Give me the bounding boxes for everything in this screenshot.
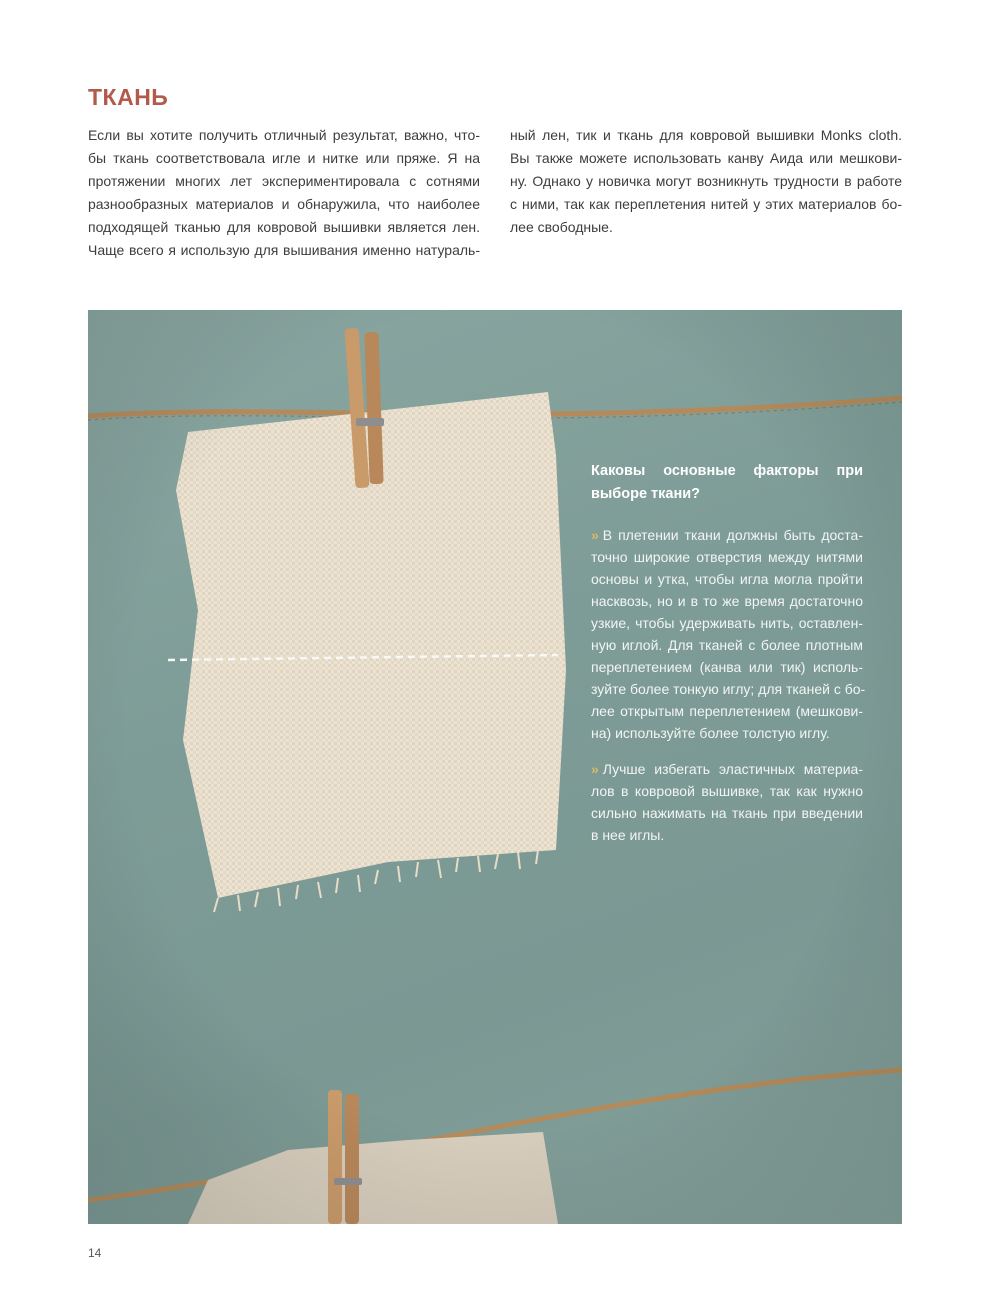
callout-line: в нее иглы. bbox=[591, 827, 665, 843]
question-line: выборе ткани? bbox=[591, 486, 701, 502]
intro-line: ный лен, тик и ткань для ковровой вышивки Monks cloth. bbox=[510, 127, 902, 143]
intro-line: Чаще всего я использую для вышивания именно натураль- bbox=[88, 242, 480, 258]
callout-line: на) используйте более толстую иглу. bbox=[591, 725, 830, 741]
callout-line: основы и утка, чтобы игла могла пройти bbox=[591, 571, 863, 587]
intro-line: лее свободные. bbox=[510, 219, 613, 235]
section-title: ТКАНЬ bbox=[88, 84, 169, 110]
callout-line: лов в ковровой вышивке, так как нужно bbox=[591, 783, 863, 799]
page-number: 14 bbox=[88, 1246, 102, 1260]
bullet-marker: » bbox=[591, 761, 599, 777]
callout-line: узкие, чтобы удерживать нить, оставлен- bbox=[591, 615, 863, 631]
callout-line: зуйте более тонкую иглу; для тканей с бо- bbox=[591, 681, 866, 697]
question-line: Каковы основные факторы при bbox=[591, 463, 863, 479]
intro-column-left bbox=[88, 124, 480, 262]
intro-line: бы ткань соответствовала игле и нитке или пряже. Я на bbox=[88, 150, 480, 166]
callout-line: переплетением (канва или тик) исполь- bbox=[591, 659, 863, 675]
callout-line: лее открытым переплетением (мешкови- bbox=[591, 703, 863, 719]
intro-line: разнообразных материалов и обнаружила, что наиболее bbox=[88, 196, 480, 212]
intro-line: с ними, так как переплетения нитей у этих материалов бо- bbox=[510, 196, 902, 212]
callout-line: сильно нажимать на ткань при введении bbox=[591, 805, 863, 821]
intro-line: подходящей тканью для ковровой вышивки является лен. bbox=[88, 219, 480, 235]
intro-column-right bbox=[510, 124, 902, 239]
callout-line: ную иглой. Для тканей с более плотным bbox=[591, 637, 863, 653]
callout-question bbox=[591, 460, 863, 506]
intro-line: Если вы хотите получить отличный результат, важно, что- bbox=[88, 127, 480, 143]
callout-paragraph bbox=[591, 758, 863, 846]
callout-line: Лучше избегать эластичных материа- bbox=[602, 761, 863, 777]
intro-line: ну. Однако у новичка могут возникнуть трудности в работе bbox=[510, 173, 902, 189]
callout-line: В плетении ткани должны быть доста- bbox=[602, 527, 863, 543]
intro-line: Вы также можете использовать канву Аида или мешкови- bbox=[510, 150, 902, 166]
callout-box bbox=[591, 460, 866, 860]
intro-line: протяжении многих лет экспериментировала с сотнями bbox=[88, 173, 480, 189]
bullet-marker: » bbox=[591, 527, 599, 543]
callout-line: насквозь, но и в то же время достаточно bbox=[591, 593, 863, 609]
callout-paragraph bbox=[591, 524, 866, 744]
callout-line: точно широкие отверстия между нитями bbox=[591, 549, 863, 565]
